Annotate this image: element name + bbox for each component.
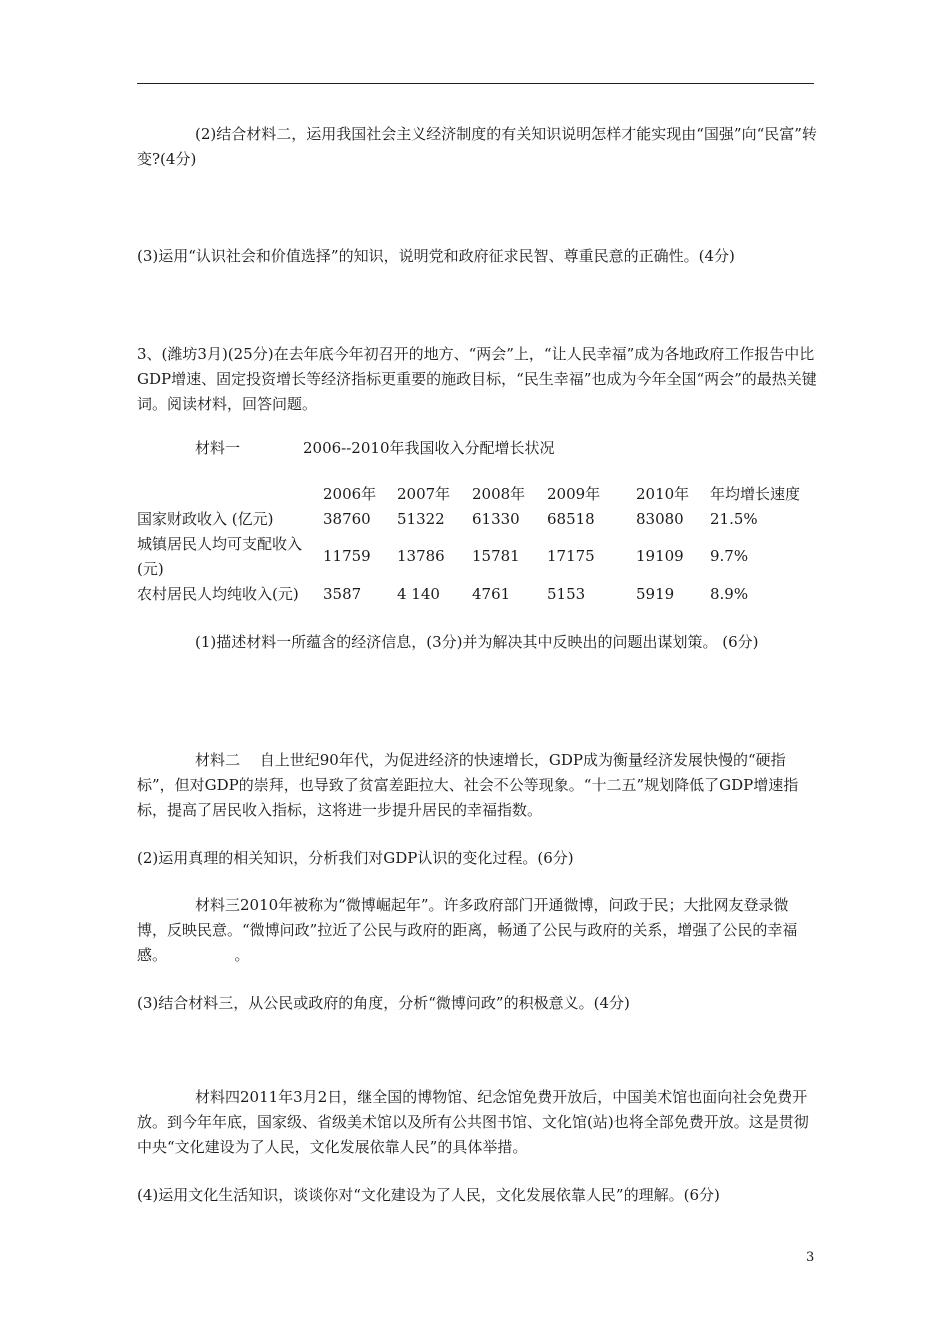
page-number: 3 — [806, 1250, 815, 1265]
material-2-text: 材料二 自上世纪90年代，为促进经济的快速增长，GDP成为衡量经济发展快慢的“硬指标”，但对GDP的崇拜，也导致了贫富差距拉大、社会不公等现象。“十二五”规划降低了GDP增速指标，提高了居民收入指标，这将进一步提升居民的幸福指数。 — [137, 751, 799, 819]
table-row — [137, 507, 820, 532]
header-rule — [137, 83, 814, 84]
question-2-part-2: (2)结合材料二，运用我国社会主义经济制度的有关知识说明怎样才能实现由“国强”向“民富”转变?(4分) — [137, 125, 817, 168]
table-cell: 农村居民人均纯收入(元) — [137, 585, 299, 603]
question-3-intro: 3、(潍坊3月)(25分)在去年底今年初召开的地方、“两会”上，“让人民幸福”成为各地政府工作报告中比GDP增速、固定投资增长等经济指标更重要的施政目标，“民生幸福”也成为今年全国“两会”的最热关键词。阅读材料，回答问题。 — [137, 345, 817, 413]
material-4-text: 材料四2011年3月2日，继全国的博物馆、纪念馆免费开放后，中国美术馆也面向社会免费开放。到今年年底，国家级、省级美术馆以及所有公共图书馆、文化馆(站)也将全部免费开放。这是贯彻中央“文化建设为了人民，文化发展依靠人民”的具体举措。 — [137, 1088, 809, 1156]
table-row — [137, 582, 820, 607]
table-cell: 61330 — [472, 510, 520, 528]
table-cell: 国家财政收入 (亿元) — [137, 510, 274, 528]
table-header-cell: 2007年 — [397, 485, 451, 503]
table-header-cell: 2009年 — [547, 485, 601, 503]
material-1-title: 2006--2010年我国收入分配增长状况 — [303, 439, 555, 457]
material-3-text: 材料三2010年被称为“微博崛起年”。许多政府部门开通微博，问政于民；大批网友登录微博，反映民意。“微博问政”拉近了公民与政府的距离，畅通了公民与政府的关系，增强了公民的幸福感。 。 — [137, 896, 798, 964]
table-cell: 4761 — [472, 585, 511, 603]
table-cell: 13786 — [397, 547, 445, 565]
table-header-cell: 2006年 — [323, 485, 377, 503]
table-cell: 4 140 — [397, 585, 440, 603]
table-cell: 3587 — [323, 585, 362, 603]
table-cell: 17175 — [547, 547, 595, 565]
question-3-part-4: (4)运用文化生活知识，谈谈你对“文化建设为了人民，文化发展依靠人民”的理解。(6分) — [137, 1186, 720, 1204]
table-cell: 38760 — [323, 510, 371, 528]
question-3-part-2: (2)运用真理的相关知识，分析我们对GDP认识的变化过程。(6分) — [137, 849, 574, 867]
table-row — [137, 532, 820, 582]
table-cell: 9.7% — [710, 547, 749, 565]
table-header-cell: 年均增长速度 — [710, 485, 801, 503]
table-cell: 15781 — [472, 547, 520, 565]
question-3-part-1: (1)描述材料一所蕴含的经济信息，(3分)并为解决其中反映出的问题出谋划策。 (6分) — [195, 633, 759, 651]
question-3-part-3: (3)结合材料三，从公民或政府的角度，分析“微博问政”的积极意义。(4分) — [137, 994, 630, 1012]
table-cell: 8.9% — [710, 585, 749, 603]
question-2-part-3: (3)运用“认识社会和价值选择”的知识，说明党和政府征求民智、尊重民意的正确性。(4分) — [137, 247, 735, 265]
table-header-cell: 2008年 — [472, 485, 526, 503]
table-cell: 11759 — [323, 547, 371, 565]
table-header-row — [137, 482, 820, 507]
table-header-cell: 2010年 — [636, 485, 690, 503]
table-cell: 19109 — [636, 547, 684, 565]
table-cell: 5919 — [636, 585, 675, 603]
income-table — [137, 482, 820, 607]
table-cell: 21.5% — [710, 510, 758, 528]
material-1-label: 材料一 — [195, 439, 241, 457]
table-header-cell — [137, 482, 323, 507]
table-cell: 城镇居民人均可支配收入(元) — [137, 535, 303, 578]
table-cell: 5153 — [547, 585, 586, 603]
table-cell: 51322 — [397, 510, 445, 528]
table-cell: 83080 — [636, 510, 684, 528]
table-cell: 68518 — [547, 510, 595, 528]
